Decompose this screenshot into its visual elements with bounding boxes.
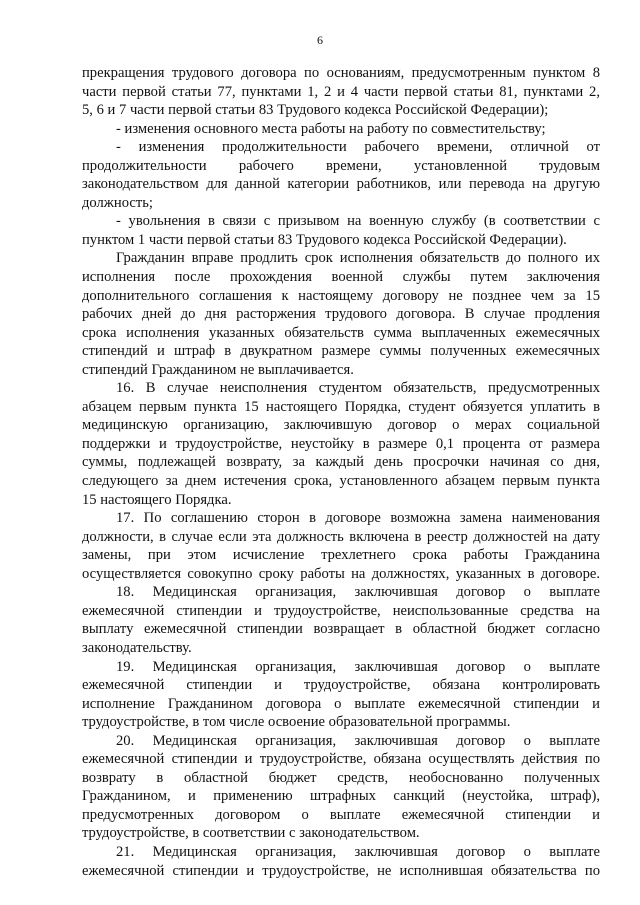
text-line: возврату в областной бюджет средств, необоснованно полученных <box>82 769 600 786</box>
text-line: - изменения основного места работы на работу по совместительству; <box>116 120 546 137</box>
text-line: поддержки и трудоустройстве, неустойку в размере 0,1 процента от размера <box>82 435 600 452</box>
text-line: продолжительности рабочего времени, установленной трудовым <box>82 157 600 174</box>
text-line: 15 настоящего Порядка. <box>82 491 232 508</box>
text-line: ежемесячной стипендии и трудоустройстве, обязана осуществлять действия по <box>82 751 600 768</box>
text-line: абзацем первым пункта 15 настоящего Порядка, студент обязуется уплатить в <box>82 398 600 415</box>
text-line: ежемесячной стипендии и трудоустройстве, обязана контролировать <box>82 677 600 694</box>
text-line: выплату ежемесячной стипендии возвращает в областной бюджет согласно <box>82 621 600 638</box>
text-line: должность; <box>82 194 153 211</box>
page-number: 6 <box>317 33 323 47</box>
text-line: 19. Медицинская организация, заключившая договор о выплате <box>116 658 600 675</box>
text-line: ежемесячной стипендии и трудоустройстве, неиспользованные средства на <box>82 602 600 619</box>
text-line: стипендий и штраф в двукратном размере суммы полученных ежемесячных <box>82 343 600 360</box>
text-line: исполнения после прохождения военной службы путем заключения <box>82 269 600 286</box>
document-body <box>82 64 600 880</box>
text-line: - увольнения в связи с призывом на военную службу (в соответствии с <box>116 213 600 230</box>
text-line: законодательством для данной категории работников, или перевода на другую <box>82 176 600 193</box>
text-line: следующего за днем истечения срока, установленного абзацем первым пункта <box>82 473 600 490</box>
text-line: суммы, подлежащей возврату, за каждый день просрочки начиная со дня, <box>82 454 600 471</box>
text-line: трудоустройстве, в том числе освоение образовательной программы. <box>82 714 511 731</box>
text-line: 16. В случае неисполнения студентом обязательств, предусмотренных <box>116 380 600 397</box>
text-line: предусмотренных договором о выплате ежемесячной стипендии и <box>82 806 600 823</box>
text-line: ежемесячной стипендии и трудоустройстве, не исполнившая обязательства по <box>82 862 600 879</box>
text-line: 20. Медицинская организация, заключившая договор о выплате <box>116 732 600 749</box>
text-line: срока исполнения указанных обязательств сумма выплаченных ежемесячных <box>82 324 600 341</box>
text-line: трудоустройстве, в соответствии с законодательством. <box>82 825 420 842</box>
text-line: законодательству. <box>82 639 192 656</box>
text-line: дополнительного соглашения к настоящему договору не позднее чем за 15 <box>82 287 600 304</box>
text-line: осуществляется совокупно сроку работы на должностях, указанных в договоре. <box>82 565 600 582</box>
text-line: 17. По соглашению сторон в договоре возможна замена наименования <box>116 510 600 527</box>
text-line: замены, при этом исчисление трехлетнего срока работы Гражданина <box>82 547 600 564</box>
text-line: исполнение Гражданином договора о выплате ежемесячной стипендии и <box>82 695 600 712</box>
text-line: 21. Медицинская организация, заключившая договор о выплате <box>116 843 600 860</box>
text-line: 5, 6 и 7 части первой статьи 83 Трудового кодекса Российской Федерации); <box>82 102 549 119</box>
text-line: рабочих дней до дня расторжения трудового договора. В случае продления <box>82 306 600 323</box>
text-line: прекращения трудового договора по основаниям, предусмотренным пунктом 8 <box>82 65 600 81</box>
text-line: 18. Медицинская организация, заключившая договор о выплате <box>116 584 600 601</box>
text-line: стипендий Гражданином не выплачивается. <box>82 361 354 378</box>
text-line: Гражданин вправе продлить срок исполнения обязательств до полного их <box>116 250 600 267</box>
text-line: - изменения продолжительности рабочего времени, отличной от <box>116 139 600 156</box>
text-line: медицинскую организацию, заключившую договор о мерах социальной <box>82 417 600 434</box>
text-line: Гражданином, и применению штрафных санкций (неустойка, штраф), <box>82 788 600 805</box>
text-line: части первой статьи 77, пунктами 1, 2 и 4 части первой статьи 81, пунктами 2, <box>82 83 600 100</box>
text-line: пунктом 1 части первой статьи 83 Трудового кодекса Российской Федерации). <box>82 231 567 248</box>
text-line: должности, в случае если эта должность включена в реестр должностей на дату <box>82 528 600 545</box>
